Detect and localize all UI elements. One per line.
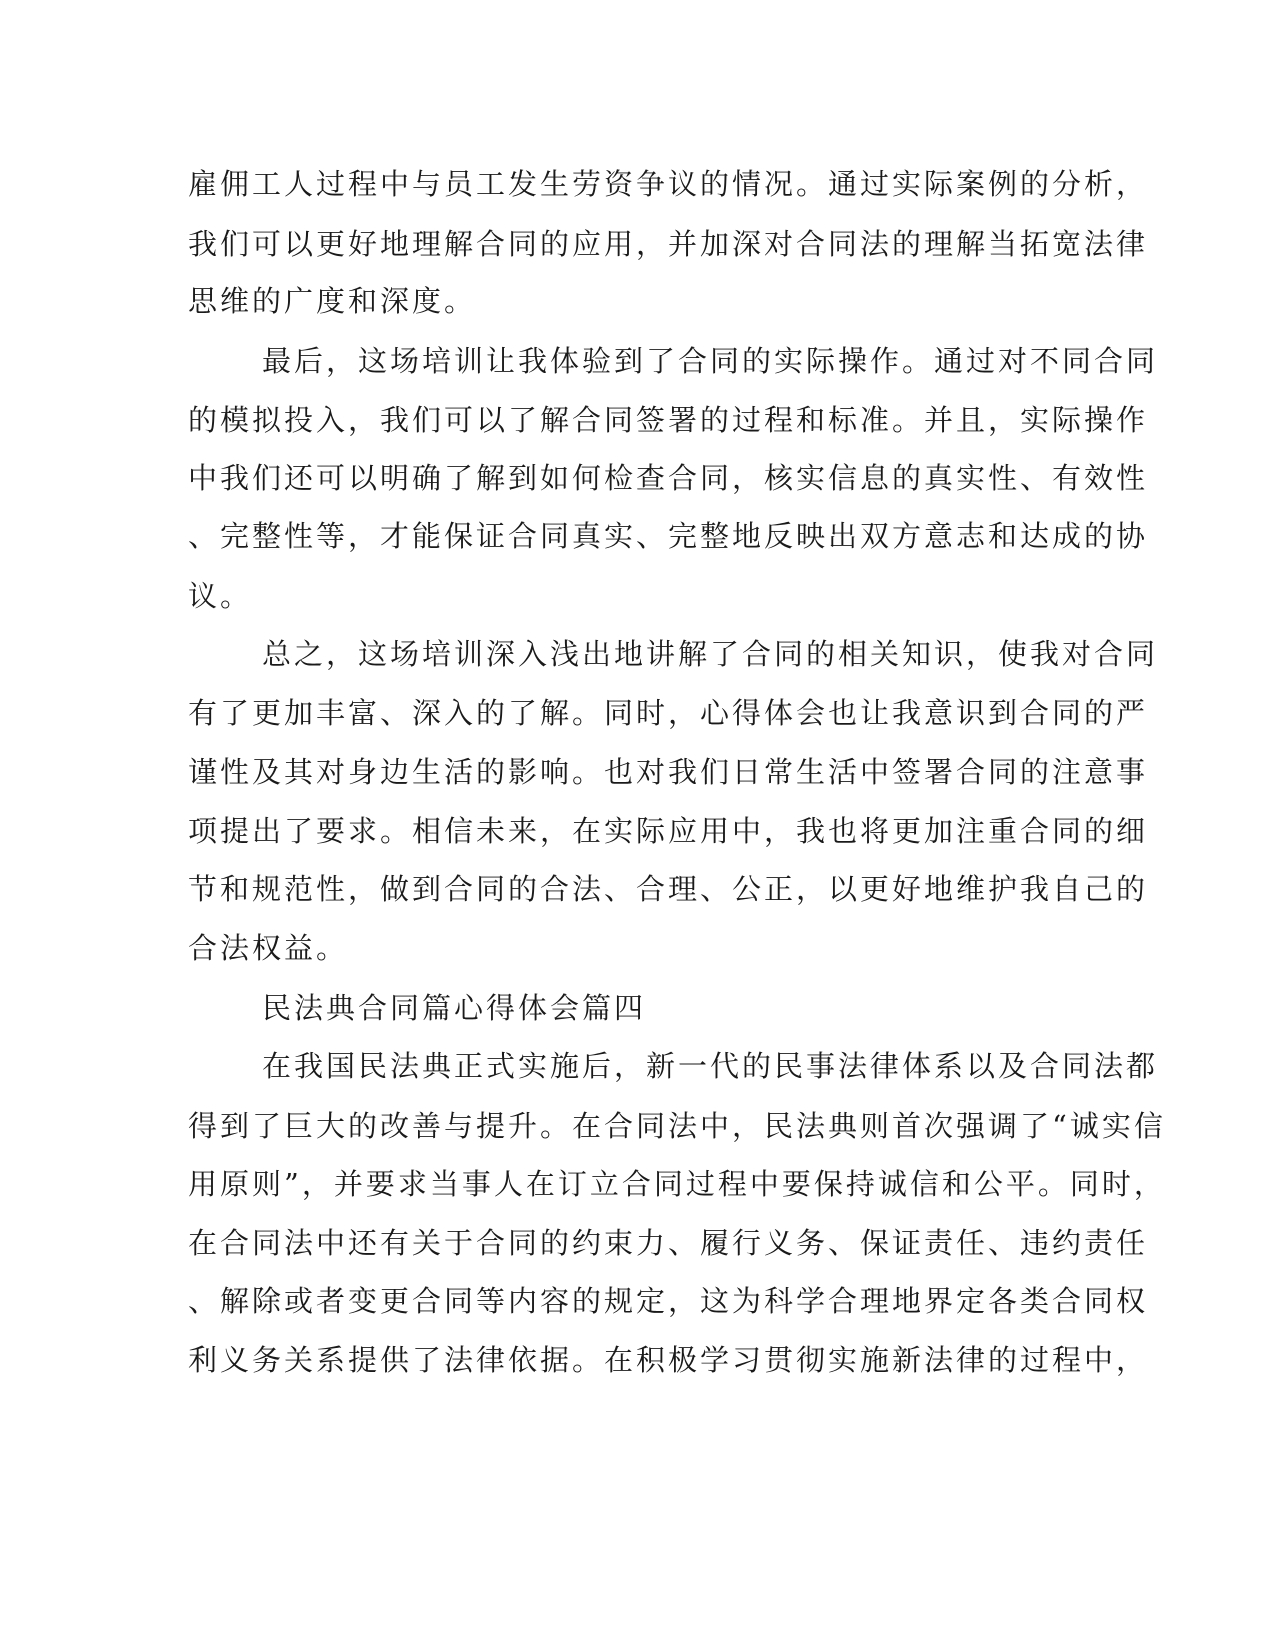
text-line: 得到了巨大的改善与提升。在合同法中，民法典则首次强调了“诚实信	[188, 1109, 1166, 1143]
text-line: 中我们还可以明确了解到如何检查合同，核实信息的真实性、有效性	[188, 461, 1149, 495]
text-line: 我们可以更好地理解合同的应用，并加深对合同法的理解当拓宽法律	[188, 227, 1149, 261]
text-line: 合法权益。	[188, 931, 349, 965]
text-line: 节和规范性，做到合同的合法、合理、公正，以更好地维护我自己的	[188, 872, 1149, 906]
text-line: 利义务关系提供了法律依据。在积极学习贯彻实施新法律的过程中，	[188, 1343, 1149, 1377]
paragraph-start-line: 最后，这场培训让我体验到了合同的实际操作。通过对不同合同	[262, 344, 1159, 378]
text-line: 雇佣工人过程中与员工发生劳资争议的情况。通过实际案例的分析，	[188, 167, 1149, 201]
paragraph-start-line: 总之，这场培训深入浅出地讲解了合同的相关知识，使我对合同	[262, 637, 1159, 671]
text-line: 的模拟投入，我们可以了解合同签署的过程和标准。并且，实际操作	[188, 403, 1149, 437]
text-line: 项提出了要求。相信未来，在实际应用中，我也将更加注重合同的细	[188, 814, 1149, 848]
section-heading: 民法典合同篇心得体会篇四	[262, 991, 647, 1025]
text-line: 、解除或者变更合同等内容的规定，这为科学合理地界定各类合同权	[188, 1284, 1149, 1318]
text-line: 用原则”，并要求当事人在订立合同过程中要保持诚信和公平。同时，	[188, 1167, 1166, 1201]
text-line: 思维的广度和深度。	[188, 284, 477, 318]
text-line: 谨性及其对身边生活的影响。也对我们日常生活中签署合同的注意事	[188, 755, 1149, 789]
text-line: 、完整性等，才能保证合同真实、完整地反映出双方意志和达成的协	[188, 519, 1149, 553]
text-line: 议。	[188, 579, 253, 613]
paragraph-start-line: 在我国民法典正式实施后，新一代的民事法律体系以及合同法都	[262, 1049, 1159, 1083]
text-line: 有了更加丰富、深入的了解。同时，心得体会也让我意识到合同的严	[188, 696, 1149, 730]
text-line: 在合同法中还有关于合同的约束力、履行义务、保证责任、违约责任	[188, 1226, 1149, 1260]
